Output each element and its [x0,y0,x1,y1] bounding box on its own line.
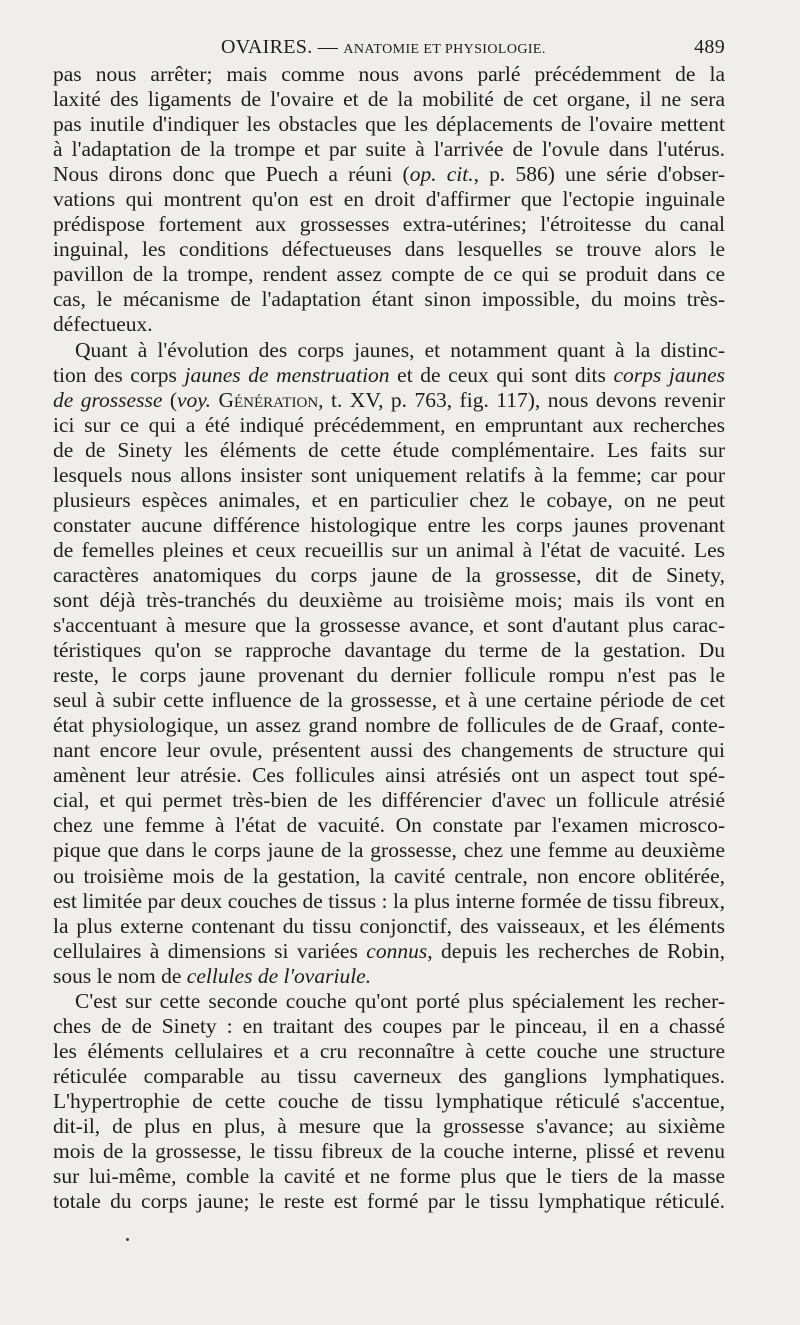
text-line: ici sur ce qui a été indiqué précédemment, en empruntant aux recherches [53,412,725,437]
text-line: est limitée par deux couches de tissus : la plus interne formée de tissu fibreux, [53,888,725,913]
page-number: 489 [694,36,725,58]
text-line: tion des corps jaunes de menstruation et de ceux qui sont dits corps jaunes [53,362,725,387]
text-line: ches de de Sinety : en traitant des coupes par le pinceau, il en a chassé [53,1013,725,1038]
text-line: pas nous arrêter; mais comme nous avons parlé précédemment de la [53,62,725,86]
text-line: pavillon de la trompe, rendent assez compte de ce qui se produit dans ce [53,262,725,287]
text-line: seul à subir cette influence de la grossesse, et à une certaine période de cet [53,688,725,713]
text-line: téristiques qu'on se rapproche davantage du terme de la gestation. Du [53,638,725,663]
running-header [53,36,725,62]
text-line: cial, et qui permet très-bien de les différencier d'avec un follicule atrésié [53,788,725,813]
text-line: les éléments cellulaires et a cru reconnaître à cette couche une structure [53,1038,725,1063]
text-line: de femelles pleines et ceux recueillis sur un animal à l'état de vacuité. Les [53,537,725,562]
text-line: sous le nom de cellules de l'ovariule. [53,963,372,988]
text-line: plusieurs espèces animales, et en particulier chez le cobaye, on ne peut [53,487,725,512]
text-line: la plus externe contenant du tissu conjonctif, des vaisseaux, et les éléments [53,913,725,938]
book-page [53,36,725,1214]
text-line: L'hypertrophie de cette couche de tissu lymphatique réticulé s'accentue, [53,1088,725,1113]
text-line: de grossesse (voy. Génération, t. XV, p. 763, fig. 117), nous devons revenir [53,387,726,412]
text-line: prédispose fortement aux grossesses extra-utérines; l'étroitesse du canal [53,212,725,237]
text-line: constater aucune différence histologique entre les corps jaunes provenant [53,512,725,537]
text-line: C'est sur cette seconde couche qu'ont porté plus spécialement les recher- [75,988,725,1013]
running-title-dash: — [312,36,344,58]
text-line: cas, le mécanisme de l'adaptation étant sinon impossible, du moins très- [53,287,725,312]
text-line: sont déjà très-tranchés du deuxième au troisième mois; mais ils vont en [53,587,725,612]
running-title-sub: ANATOMIE ET PHYSIOLOGIE. [343,42,546,57]
paragraph-3 [53,989,725,1214]
text-line: de de Sinety les éléments de cette étude complémentaire. Les faits sur [53,437,725,462]
text-line: Quant à l'évolution des corps jaunes, et notamment quant à la distinc- [75,337,725,362]
text-line: vations qui montrent qu'on est en droit d'affirmer que l'ectopie inguinale [53,187,725,212]
text-line: défectueux. [53,312,153,337]
text-line: dit-il, de plus en plus, à mesure que la grossesse s'avance; au sixième [53,1113,725,1138]
text-line: état physiologique, un assez grand nombre de follicules de de Graaf, conte- [53,713,725,738]
running-title-main: OVAIRES. [221,36,313,58]
text-line: nant encore leur ovule, présentent aussi des changements de structure qui [53,738,725,763]
text-line: mois de la grossesse, le tissu fibreux de la couche interne, plissé et revenu [53,1139,725,1164]
text-line: totale du corps jaune; le reste est formé par le tissu lymphatique réticulé. [53,1189,725,1214]
paragraph-2 [53,338,725,989]
paragraph-1 [53,62,725,338]
body-text [53,62,725,1214]
text-line: cellulaires à dimensions si variées connus, depuis les recherches de Robin, [53,938,725,963]
text-line: s'accentuant à mesure que la grossesse avance, et sont d'autant plus carac- [53,613,725,638]
text-line: lesquels nous allons insister sont uniquement relatifs à la femme; car pour [53,462,725,487]
text-line: ou troisième mois de la gestation, la cavité centrale, non encore oblitérée, [53,863,725,888]
text-line: pas inutile d'indiquer les obstacles que les déplacements de l'ovaire mettent [53,112,725,137]
running-title [221,36,546,59]
text-line: réticulée comparable au tissu caverneux des ganglions lymphatiques. [53,1063,725,1088]
text-line: amènent leur atrésie. Ces follicules ainsi atrésiés ont un aspect tout spé- [53,763,725,788]
text-line: reste, le corps jaune provenant du dernier follicule rompu n'est pas le [53,663,725,688]
text-line: à l'adaptation de la trompe et par suite à l'arrivée de l'ovule dans l'utérus. [53,137,725,162]
text-line: pique que dans le corps jaune de la grossesse, chez une femme au deuxième [53,838,725,863]
text-line: sur lui-même, comble la cavité et ne forme plus que le tiers de la masse [53,1164,725,1189]
text-line: inguinal, les conditions défectueuses dans lesquelles se trouve alors le [53,237,725,262]
text-line: laxité des ligaments de l'ovaire et de la mobilité de cet organe, il ne sera [53,87,725,112]
text-line: Nous dirons donc que Puech a réuni (op. cit., p. 586) une série d'obser- [53,162,725,187]
text-line: caractères anatomiques du corps jaune de la grossesse, dit de Sinety, [53,562,725,587]
ink-dot [126,1238,129,1241]
text-line: chez une femme à l'état de vacuité. On constate par l'examen microsco- [53,813,725,838]
